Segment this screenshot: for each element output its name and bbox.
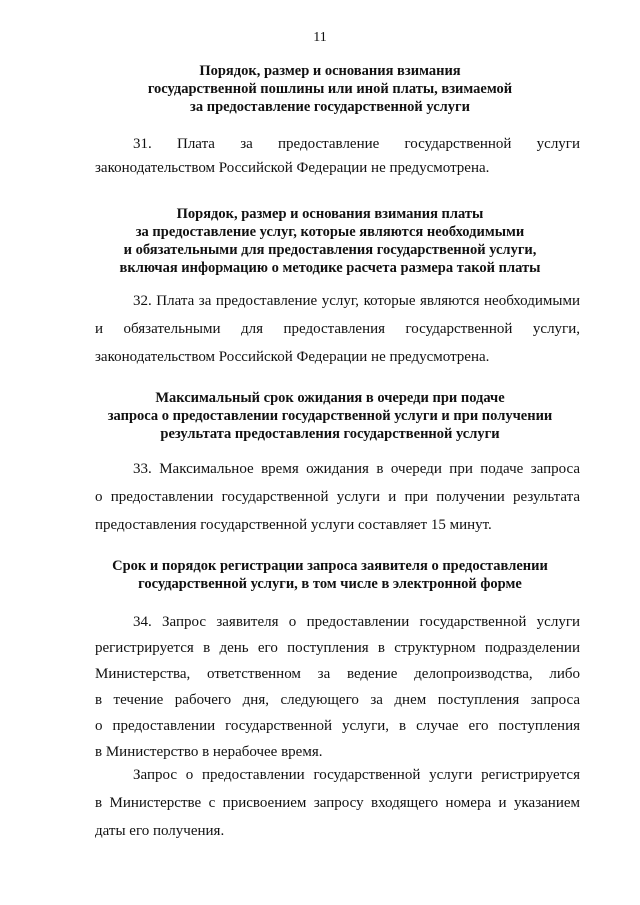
paragraph-line: 33. Максимальное время ожидания в очереди при подаче запроса [133, 461, 580, 477]
heading-line: Срок и порядок регистрации запроса заявителя о предоставлении [112, 558, 548, 574]
paragraph-line: в Министерстве с присвоением запросу входящего номера и указанием [95, 795, 580, 811]
paragraph-line: Министерства, ответственном за ведение делопроизводства, либо [95, 666, 580, 682]
heading-line: Максимальный срок ожидания в очереди при подаче [155, 390, 505, 406]
paragraph-line: 34. Запрос заявителя о предоставлении государственной услуги [133, 614, 580, 630]
page-number: 11 [313, 30, 327, 45]
section-heading-registration [60, 557, 600, 593]
paragraph-34 [95, 610, 580, 764]
heading-line: за предоставление государственной услуги [190, 99, 470, 115]
paragraph-line: о предоставлении государственной услуги и при получении результата [95, 489, 580, 505]
paragraph-32 [95, 289, 580, 369]
paragraph-line: 31. Плата за предоставление государственной услуги [133, 136, 580, 152]
paragraph-line: законодательством Российской Федерации не предусмотрена. [95, 160, 490, 176]
heading-line: государственной пошлины или иной платы, взимаемой [147, 81, 513, 97]
heading-line: Порядок, размер и основания взимания [199, 63, 461, 79]
paragraph-line: предоставления государственной услуги составляет 15 минут. [95, 517, 492, 533]
paragraph-line: даты его получения. [95, 823, 225, 839]
section-heading-queue-time [60, 389, 600, 443]
paragraph-line: 32. Плата за предоставление услуг, которые являются необходимыми [133, 293, 580, 309]
section-heading-related-services-fee [60, 205, 600, 277]
heading-line: государственной услуги, в том числе в электронной форме [138, 576, 522, 592]
paragraph-33 [95, 457, 580, 537]
paragraph-line: регистрируется в день его поступления в структурном подразделении [95, 640, 580, 656]
paragraph-line: о предоставлении государственной услуги, в случае его поступления [95, 718, 580, 734]
paragraph-line: в Министерство в нерабочее время. [95, 744, 323, 760]
paragraph-line: законодательством Российской Федерации не предусмотрена. [95, 349, 490, 365]
heading-line: включая информацию о методике расчета размера такой платы [119, 260, 541, 276]
heading-line: результата предоставления государственной услуги [160, 426, 500, 442]
section-heading-fee [60, 62, 600, 116]
paragraph-34-continued [95, 763, 580, 843]
paragraph-31 [95, 132, 580, 180]
heading-line: Порядок, размер и основания взимания платы [176, 206, 484, 222]
paragraph-line: Запрос о предоставлении государственной услуги регистрируется [133, 767, 580, 783]
heading-line: и обязательными для предоставления государственной услуги, [123, 242, 537, 258]
paragraph-line: в течение рабочего дня, следующего за днем поступления запроса [95, 692, 580, 708]
heading-line: за предоставление услуг, которые являются необходимыми [135, 224, 525, 240]
heading-line: запроса о предоставлении государственной услуги и при получении [107, 408, 553, 424]
paragraph-line: и обязательными для предоставления государственной услуги, [95, 321, 580, 337]
